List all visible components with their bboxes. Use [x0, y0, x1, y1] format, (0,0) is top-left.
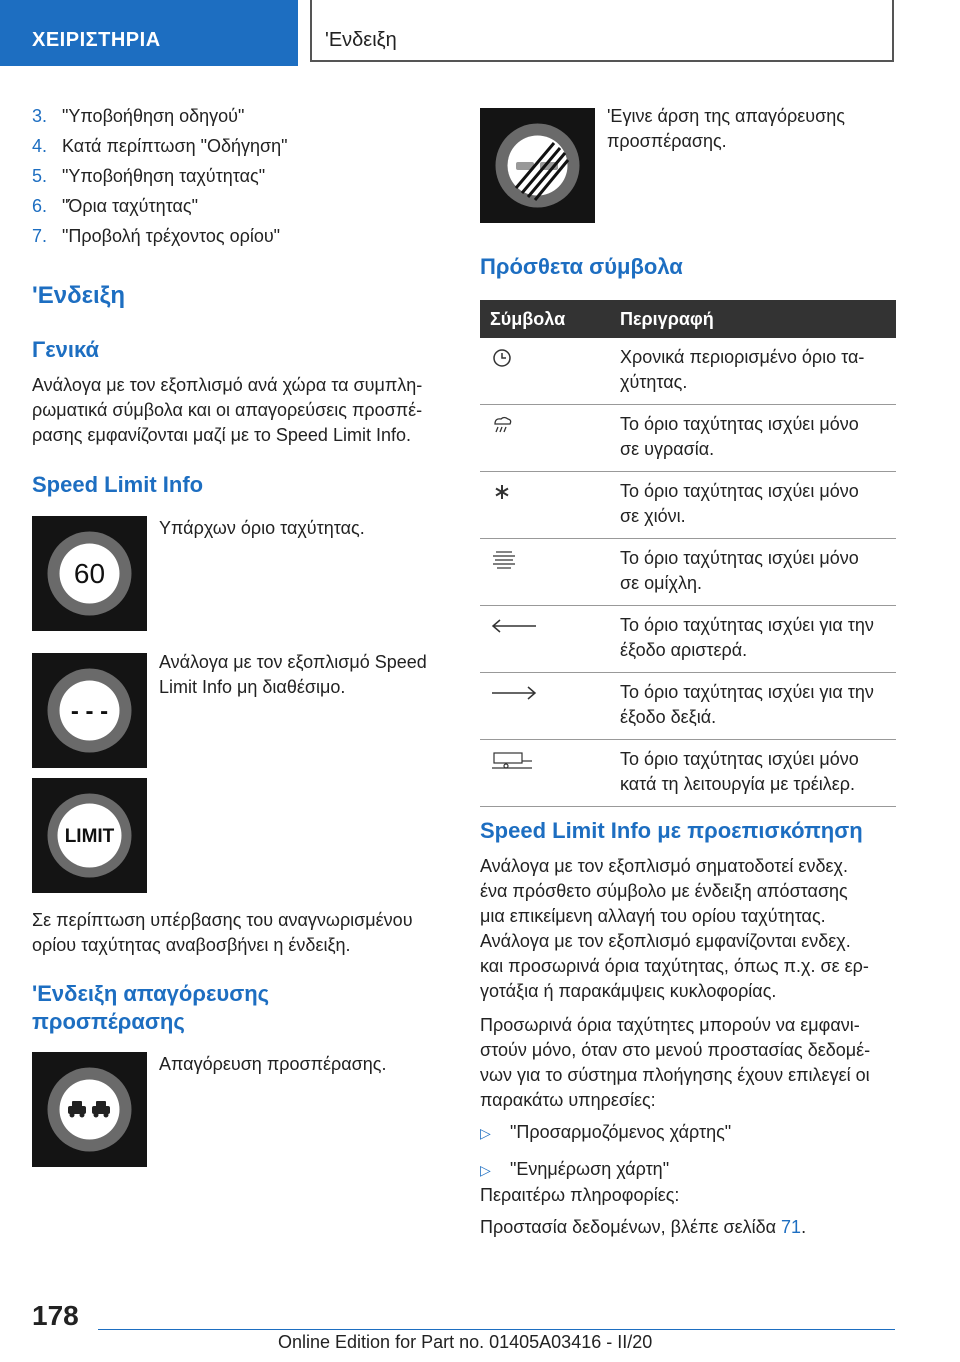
text-line: Το όριο ταχύτητας ισχύει για την: [620, 682, 874, 702]
rain-icon: [490, 415, 514, 435]
text-line: ρωματικά σύμβολα και οι απαγορεύσεις προσπέ-: [32, 400, 423, 420]
symbol-cell: [480, 740, 610, 807]
heading-line: προσπέρασης: [32, 1009, 185, 1034]
edition-label: Online Edition for Part no. 01405A03416 - II/20: [278, 1332, 653, 1352]
text-line: Προσωρινά όρια ταχύτητες μπορούν να εμφανι-: [480, 1015, 860, 1035]
symbol-cell: [480, 606, 610, 673]
text-line: ορίου ταχύτητας αναβοσβήνει η ένδειξη.: [32, 935, 351, 955]
display-heading-wrap: [32, 283, 125, 308]
description-cell: [610, 740, 896, 807]
text-line: Το όριο ταχύτητας ισχύει μόνο: [620, 749, 859, 769]
text-line: κατά τη λειτουργία με τρέιλερ.: [620, 774, 855, 794]
fog-icon: [490, 549, 518, 569]
text-line: μια επικείμενη αλλαγή του ορίου ταχύτητας.: [480, 906, 826, 926]
chapter-title: 'Ενδειξη: [325, 29, 397, 51]
text-line: χύτητας.: [620, 372, 688, 392]
section-title: ΧΕΙΡΙΣΤΗΡΙΑ: [32, 29, 161, 51]
description-cell: [610, 673, 896, 740]
section-tab: [0, 0, 298, 66]
description-cell: [610, 539, 896, 606]
text-line: και προσωρινά όρια ταχύτητας, όπως π.χ. σε ερ-: [480, 956, 869, 976]
sign5-caption: [607, 104, 897, 154]
limit-sign: [32, 778, 147, 893]
exceed-paragraph: [32, 908, 462, 958]
triangle-bullet-icon: ▷: [480, 1125, 491, 1141]
table-row: [480, 539, 896, 606]
list-item: [480, 1120, 900, 1157]
text-line: νων για το σύστημα πλοήγησης έχουν επιλεγεί οι: [480, 1065, 870, 1085]
sign1-caption: Υπάρχων όριο ταχύτητας.: [159, 518, 365, 538]
heading-sli-preview: Speed Limit Info με προεπισκόπηση: [480, 818, 863, 843]
no-overtaking-sign: [32, 1052, 147, 1167]
sign4-caption: Απαγόρευση προσπέρασης.: [159, 1054, 387, 1074]
sign2-caption: [159, 650, 449, 700]
menu-path-list: [32, 104, 452, 254]
list-item: 6. "Όρια ταχύτητας": [32, 196, 198, 216]
speed-limit-60-sign: [32, 516, 147, 631]
text-line: παρακάτω υπηρεσίες:: [480, 1090, 656, 1110]
sli-heading-wrap: [32, 472, 203, 497]
symbol-cell: [480, 338, 610, 405]
text-line: έξοδο δεξιά.: [620, 707, 717, 727]
table-row: [480, 606, 896, 673]
trailer-icon: [490, 750, 538, 770]
text-line: Σε περίπτωση υπέρβασης του αναγνωρισμένου: [32, 910, 413, 930]
list-item: 5. "Υποβοήθηση ταχύτητας": [32, 166, 266, 186]
preview-paragraph-1: [480, 854, 900, 1004]
snowflake-icon: [490, 482, 514, 502]
sign-dashes-label: - - -: [70, 698, 109, 725]
table-row: [480, 740, 896, 807]
heading-line: 'Ενδειξη απαγόρευσης: [32, 981, 270, 1006]
symbol-cell: [480, 405, 610, 472]
table-row: [480, 338, 896, 405]
text-line: ρασης εμφανίζονται μαζί με το Speed Limit Info.: [32, 425, 411, 445]
table-row: [480, 405, 896, 472]
reference-end: .: [801, 1217, 807, 1237]
list-item: 3. "Υποβοήθηση οδηγού": [32, 106, 245, 126]
triangle-bullet-icon: ▷: [480, 1162, 491, 1178]
heading-general: Γενικά: [32, 337, 100, 362]
heading-display: 'Ενδειξη: [32, 282, 126, 309]
sign-limit-label: LIMIT: [64, 826, 115, 847]
text-line: γοτάξια ή παρακάμψεις κυκλοφορίας.: [480, 981, 777, 1001]
sign-60-label: 60: [73, 558, 106, 589]
general-paragraph: [32, 373, 452, 448]
text-line: Το όριο ταχύτητας ισχύει μόνο: [620, 481, 859, 501]
col-header-symbols: Σύμβολα: [480, 300, 610, 338]
general-heading-wrap: [32, 337, 99, 362]
text-line: Το όριο ταχύτητας ισχύει μόνο: [620, 548, 859, 568]
text-line: προσπέρασης.: [607, 131, 727, 151]
privacy-reference: [480, 1215, 806, 1240]
text-line: σε υγρασία.: [620, 439, 715, 459]
arrow-right-icon: [490, 683, 538, 703]
text-line: Ανάλογα με τον εξοπλισμό ανά χώρα τα συμπλη-: [32, 375, 423, 395]
heading-additional-symbols: Πρόσθετα σύμβολα: [480, 254, 683, 279]
symbol-cell: [480, 539, 610, 606]
text-line: Ανάλογα με τον εξοπλισμό σηματοδοτεί ενδεχ.: [480, 856, 848, 876]
table-row: [480, 472, 896, 539]
description-cell: [610, 338, 896, 405]
col-header-description: Περιγραφή: [610, 300, 896, 338]
footer-divider: [98, 1329, 895, 1330]
bullet-text: "Προσαρμοζόμενος χάρτης": [510, 1122, 732, 1142]
page-number: 178: [32, 1300, 79, 1331]
more-info-label: Περαιτέρω πληροφορίες:: [480, 1185, 680, 1205]
text-line: ένα πρόσθετο σύμβολο με ένδειξη απόστασης: [480, 881, 848, 901]
text-line: Χρονικά περιορισμένο όριο τα-: [620, 347, 865, 367]
extra-heading-wrap: [480, 254, 683, 279]
table-header-row: [480, 300, 896, 338]
symbol-cell: [480, 472, 610, 539]
text-line: σε ομίχλη.: [620, 573, 702, 593]
text-line: Το όριο ταχύτητας ισχύει μόνο: [620, 414, 859, 434]
chapter-box: [310, 0, 894, 62]
no-overtaking-heading: [32, 980, 269, 1036]
text-line: σε χιόνι.: [620, 506, 686, 526]
preview-heading-wrap: [480, 818, 863, 843]
list-item: 7. "Προβολή τρέχοντος ορίου": [32, 226, 281, 246]
table-row: [480, 673, 896, 740]
heading-speed-limit-info: Speed Limit Info: [32, 472, 204, 497]
symbol-cell: [480, 673, 610, 740]
text-line: Το όριο ταχύτητας ισχύει για την: [620, 615, 874, 635]
text-line: Ανάλογα με τον εξοπλισμό Speed: [159, 652, 427, 672]
description-cell: [610, 606, 896, 673]
description-cell: [610, 405, 896, 472]
text-line: 'Εγινε άρση της απαγόρευσης: [607, 106, 845, 126]
text-line: στούν μόνο, όταν στο μενού προστασίας δεδομέ-: [480, 1040, 871, 1060]
end-no-overtaking-sign: [480, 108, 595, 223]
reference-text: Προστασία δεδομένων, βλέπε σελίδα: [480, 1217, 782, 1237]
text-line: Limit Info μη διαθέσιμο.: [159, 677, 346, 697]
additional-symbols-table: [480, 300, 896, 807]
preview-paragraph-2: [480, 1013, 900, 1113]
speed-limit-unavailable-sign: [32, 653, 147, 768]
text-line: Ανάλογα με τον εξοπλισμό εμφανίζονται ενδεχ.: [480, 931, 851, 951]
arrow-left-icon: [490, 616, 538, 636]
text-line: έξοδο αριστερά.: [620, 640, 748, 660]
bullet-text: "Ενημέρωση χάρτη": [510, 1159, 670, 1179]
clock-icon: [490, 348, 514, 368]
page-link[interactable]: 71: [781, 1217, 802, 1237]
description-cell: [610, 472, 896, 539]
list-item: 4. Κατά περίπτωση "Οδήγηση": [32, 136, 288, 156]
